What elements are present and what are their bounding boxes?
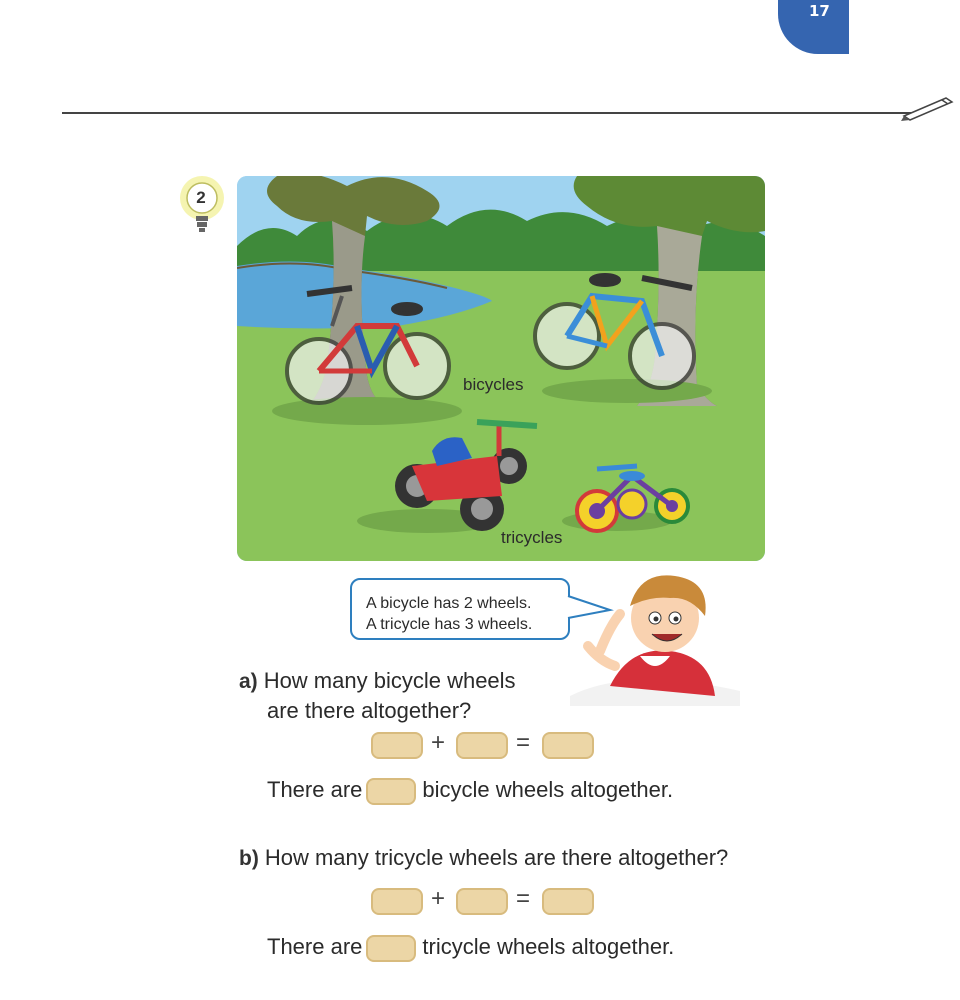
question-b-text: How many tricycle wheels are there altogether? bbox=[264, 845, 729, 870]
page-number-tab bbox=[778, 0, 849, 54]
park-scene bbox=[237, 176, 765, 561]
question-b-letter: b) bbox=[239, 847, 259, 870]
question-a-line-1: How many bicycle wheels bbox=[263, 668, 516, 693]
answer-box-b2[interactable] bbox=[456, 888, 508, 915]
label-tricycles: tricycles bbox=[501, 528, 563, 547]
sentence-b-end: tricycle wheels altogether. bbox=[422, 934, 675, 959]
bubble-line-2: A tricycle has 3 wheels. bbox=[366, 616, 533, 633]
answer-sentence-a bbox=[267, 777, 673, 805]
label-bicycles: bicycles bbox=[463, 375, 524, 394]
answer-box-b3[interactable] bbox=[542, 888, 594, 915]
plus-sign-a: + bbox=[431, 729, 446, 756]
equation-b bbox=[371, 885, 596, 918]
sentence-a-end: bicycle wheels altogether. bbox=[422, 777, 674, 802]
pencil-icon bbox=[898, 92, 958, 122]
answer-box-a-total[interactable] bbox=[366, 778, 416, 805]
answer-box-a3[interactable] bbox=[542, 732, 594, 759]
speech-bubble bbox=[350, 578, 570, 640]
question-a-line-2: are there altogether? bbox=[267, 698, 472, 723]
header-rule bbox=[62, 112, 912, 114]
equals-sign-a: = bbox=[516, 729, 531, 756]
answer-box-b-total[interactable] bbox=[366, 935, 416, 962]
question-a-letter: a) bbox=[239, 670, 258, 693]
boy-character bbox=[570, 566, 740, 706]
exercise-number: 2 bbox=[196, 188, 206, 207]
bubble-line-1: A bicycle has 2 wheels. bbox=[366, 595, 532, 612]
question-a bbox=[239, 666, 559, 725]
answer-box-b1[interactable] bbox=[371, 888, 423, 915]
plus-sign-b: + bbox=[431, 885, 446, 912]
sentence-b-start: There are bbox=[267, 934, 363, 959]
park-illustration bbox=[237, 176, 765, 561]
equation-a bbox=[371, 729, 596, 762]
equals-sign-b: = bbox=[516, 885, 531, 912]
page-number: 17 bbox=[809, 2, 830, 20]
sentence-a-start: There are bbox=[267, 777, 363, 802]
answer-box-a1[interactable] bbox=[371, 732, 423, 759]
answer-sentence-b bbox=[267, 934, 674, 962]
answer-box-a2[interactable] bbox=[456, 732, 508, 759]
question-b bbox=[239, 843, 728, 873]
